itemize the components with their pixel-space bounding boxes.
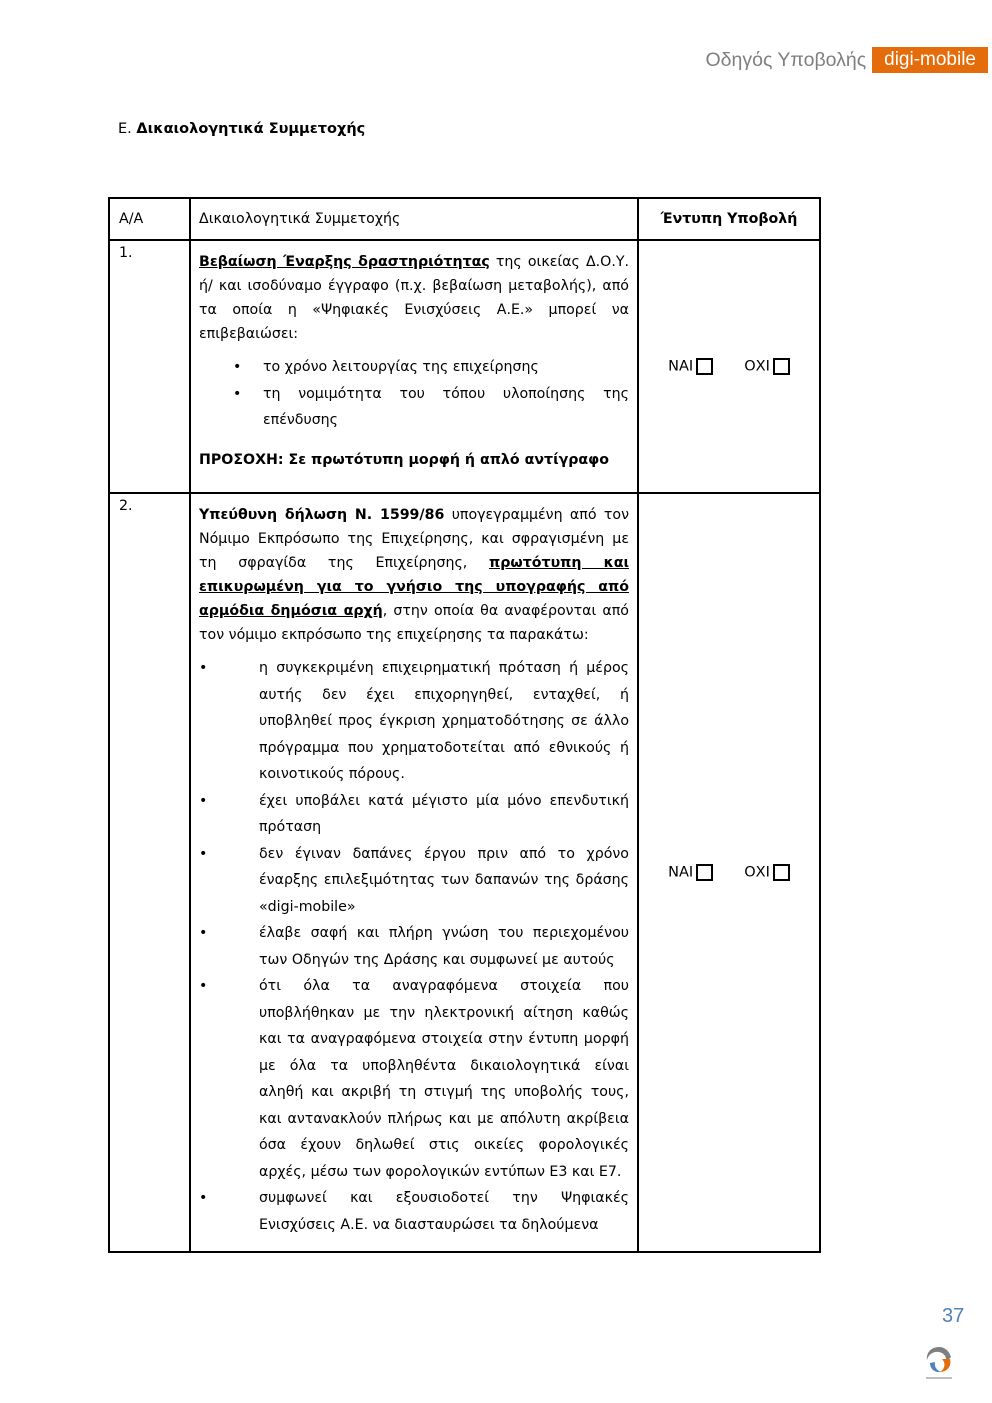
bullet-list: [199, 354, 629, 434]
no-checkbox[interactable]: [773, 864, 790, 881]
section-title: Δικαιολογητικά Συμμετοχής: [136, 121, 366, 137]
header-submission: Έντυπη Υποβολή: [638, 198, 820, 240]
row-description: [190, 493, 638, 1252]
bullet-icon: •: [233, 359, 242, 375]
program-badge: digi-mobile: [872, 47, 988, 73]
bullet-icon: •: [199, 1190, 208, 1206]
warning-note: ΠΡΟΣΟΧΗ: Σε πρωτότυπη μορφή ή απλό αντίγραφο: [199, 451, 610, 468]
lead-rest: , στην οποία θα αναφέρονται από τον νόμιμο εκπρόσωπο της επιχείρησης τα παρακάτω:: [199, 603, 629, 643]
list-item: • τη νομιμότητα του τόπου υλοποίησης της επένδυσης: [199, 381, 629, 434]
guide-title: Οδηγός Υποβολής: [705, 48, 867, 71]
bullet-icon: •: [199, 978, 208, 994]
lead-rest: της οικείας Δ.Ο.Υ. ή/ και ισοδύναμο έγγραφο (π.χ. βεβαίωση μεταβολής), από τα οποία η «Ψηφιακές Ενισχύσεις Α.Ε.» μπορεί να επιβεβαιώσει:: [199, 254, 630, 342]
yes-checkbox[interactable]: [696, 358, 713, 375]
yes-label: ΝΑΙ: [668, 864, 694, 881]
lead-mid: υπογεγραμμένη από τον Νόμιμο Εκπρόσωπο της Επιχείρησης, και σφραγισμένη με τη σφραγίδα της Επιχείρησης,: [199, 507, 629, 571]
table-row: [109, 240, 820, 493]
documents-table: [108, 197, 821, 1253]
no-label: ΟΧΙ: [744, 358, 770, 375]
list-item: • το χρόνο λειτουργίας της επιχείρησης: [199, 354, 629, 381]
list-item: • η συγκεκριμένη επιχειρηματική πρόταση ή μέρος αυτής δεν έχει επιχορηγηθεί, ενταχθεί, ή υποβληθεί προς έγκριση χρηματοδότησης σε άλλο πρόγραμμα που χρηματοδοτείται από εθνικούς ή κοινοτικούς πόρους.: [199, 655, 629, 788]
header-num: Α/Α: [109, 198, 190, 240]
no-label: ΟΧΙ: [744, 864, 770, 881]
row-number: 1.: [109, 240, 190, 493]
lead-bold: Βεβαίωση Έναρξης δραστηριότητας: [199, 254, 490, 270]
row-number: 2.: [109, 493, 190, 1252]
row-lead-text: [199, 250, 629, 346]
lead-bold: Υπεύθυνη δήλωση Ν. 1599/86: [199, 507, 445, 523]
section-letter: Ε.: [118, 121, 132, 137]
yes-checkbox[interactable]: [696, 864, 713, 881]
list-item: • έλαβε σαφή και πλήρη γνώση του περιεχομένου των Οδηγών της Δράσης και συμφωνεί με αυτούς: [199, 920, 629, 973]
list-item: • ότι όλα τα αναγραφόμενα στοιχεία που υποβλήθηκαν με την ηλεκτρονική αίτηση καθώς και τα αναγραφόμενα στοιχεία στην έντυπη μορφή με όλα τα υποβληθέντα δικαιολογητικά είναι αληθή και ακριβή τη στιγμή της υποβολής τους, και αντανακλούν πλήρως και με απόλυτη ακρίβεια όσα έχουν δηλωθεί στις οικείες φορολογικές αρχές, μέσω των φορολογικών εντύπων Ε3 και Ε7.: [199, 973, 629, 1185]
submission-checkboxes: [638, 493, 820, 1252]
list-item: • συμφωνεί και εξουσιοδοτεί την Ψηφιακές Ενισχύσεις Α.Ε. να διασταυρώσει τα δηλούμενα: [199, 1185, 629, 1238]
yes-label: ΝΑΙ: [668, 358, 694, 375]
page-number: 37: [942, 1305, 965, 1327]
lead-underlined: πρωτότυπη και επικυρωμένη για το γνήσιο της υπογραφής από αρμόδια δημόσια αρχή: [199, 555, 629, 619]
bullet-icon: •: [199, 792, 208, 809]
header-docs: Δικαιολογητικά Συμμετοχής: [190, 198, 638, 240]
bullet-icon: •: [199, 925, 208, 941]
list-item: • έχει υποβάλει κατά μέγιστο μία μόνο επενδυτική πρόταση: [199, 788, 629, 841]
bullet-icon: •: [233, 385, 242, 402]
section-heading: [118, 121, 365, 137]
table-row: [109, 493, 820, 1252]
table-header-row: [109, 198, 820, 240]
bullet-icon: •: [199, 660, 208, 676]
company-logo-icon: [922, 1343, 956, 1383]
row-description: [190, 240, 638, 493]
list-item: • δεν έγιναν δαπάνες έργου πριν από το χρόνο έναρξης επιλεξιμότητας των δαπανών της δράσης «digi-mobile»: [199, 841, 629, 921]
row-lead-text: [199, 503, 629, 647]
no-checkbox[interactable]: [773, 358, 790, 375]
page-header: [705, 46, 988, 74]
submission-checkboxes: [638, 240, 820, 493]
bullet-list: [199, 655, 629, 1238]
bullet-icon: •: [199, 845, 208, 862]
